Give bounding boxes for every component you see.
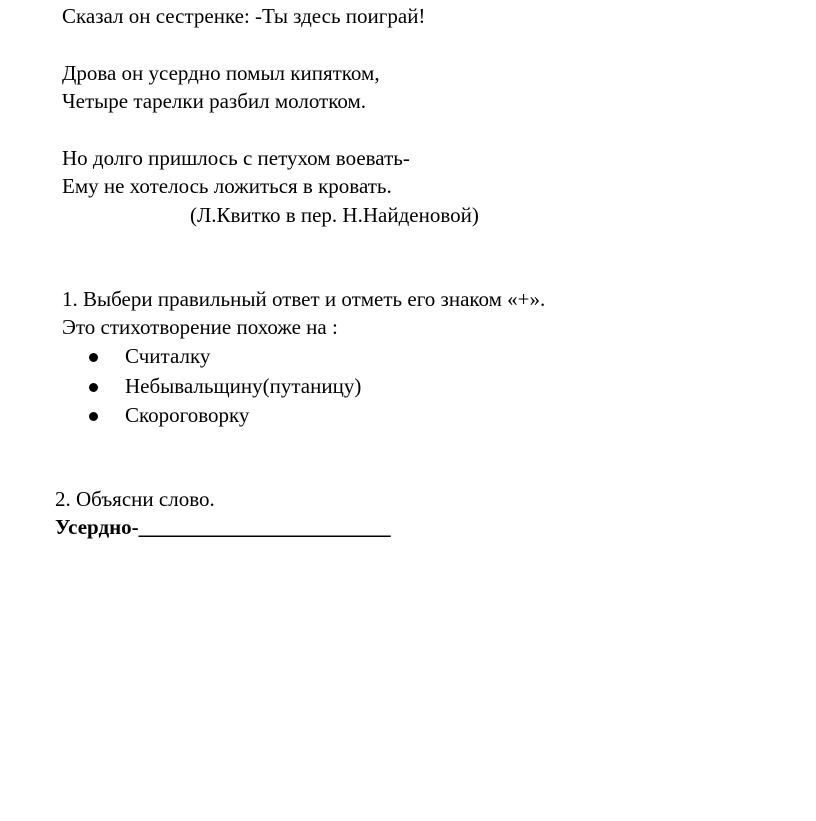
poem-stanza-2-line-1: Дрова он усердно помыл кипятком, xyxy=(62,61,380,85)
question-2-prompt: 2. Объясни слово. xyxy=(55,487,215,511)
option-2: Небывальщину(путаницу) xyxy=(125,374,362,398)
option-3: Скороговорку xyxy=(125,403,250,427)
option-1: Считалку xyxy=(125,344,211,368)
poem-line-1: Сказал он сестренке: -Ты здесь поиграй! xyxy=(62,4,426,28)
poem-stanza-3-line-1: Но долго пришлось с петухом воевать- xyxy=(62,146,410,170)
bullet-icon xyxy=(89,412,98,421)
question-1-subprompt: Это стихотворение похоже на : xyxy=(62,315,338,339)
poem-stanza-3-line-2: Ему не хотелось ложиться в кровать. xyxy=(62,174,392,198)
bullet-icon xyxy=(89,383,98,392)
poem-stanza-2-line-2: Четыре тарелки разбил молотком. xyxy=(62,89,367,113)
poem-attribution: (Л.Квитко в пер. Н.Найденовой) xyxy=(190,203,479,227)
bullet-icon xyxy=(89,353,98,362)
question-2-answer-line: Усердно-________________________ xyxy=(55,515,391,539)
question-1-prompt: 1. Выбери правильный ответ и отметь его знаком «+». xyxy=(62,287,546,311)
